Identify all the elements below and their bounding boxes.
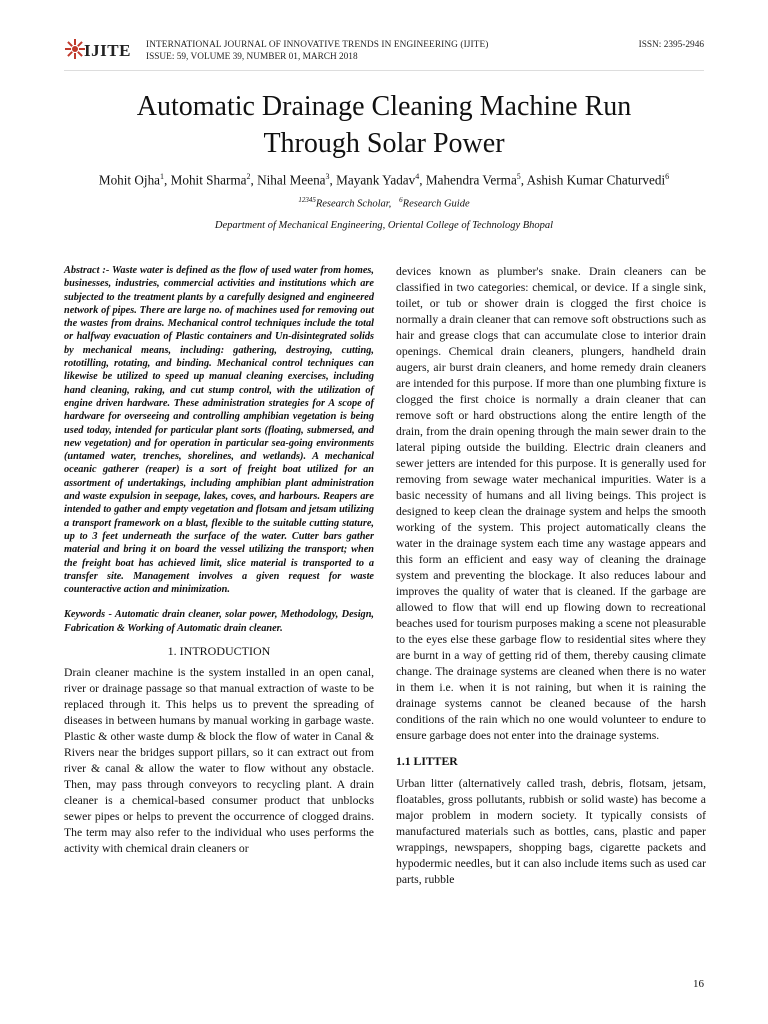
department: Department of Mechanical Engineering, Oriental College of Technology Bhopal bbox=[214, 220, 554, 231]
left-column bbox=[64, 264, 374, 857]
logo-burst-icon bbox=[64, 38, 86, 60]
author-name: Mohit Ojha bbox=[98, 172, 161, 188]
affil-sup-2: 6 bbox=[399, 196, 403, 204]
author-sup: 1 bbox=[160, 172, 165, 181]
author-name: Nihal Meena bbox=[257, 172, 326, 188]
issn: ISSN: 2395-2946 bbox=[638, 40, 704, 50]
affil-sup-1: 12345 bbox=[298, 196, 316, 204]
journal-logo bbox=[64, 38, 144, 68]
logo-text: IJITE bbox=[84, 41, 131, 60]
right-column bbox=[396, 264, 706, 888]
author-name: Mayank Yadav bbox=[336, 172, 416, 188]
page-number: 16 bbox=[693, 978, 704, 990]
affil-role-1: Research Scholar, bbox=[315, 198, 392, 210]
abstract-lead: Abstract :- bbox=[64, 265, 110, 276]
header-divider bbox=[64, 70, 704, 71]
body-paragraph: devices known as plumber's snake. Drain cleaners can be classified in two categories: chemical, or device. If a single sink, toilet, or tub or shower drain is clogged the first choice is normally a drain cleaner that can remove soft obstructions such as hair and grease clogs that can accumulate close to interior drain openings. Chemical drain cleaners, plungers, handheld drain augers, air burst drain cleaners, and home remedy drain cleaners are intended for this purpose. If more than one plumbing fixture is clogged the first choice is normally a drain cleaner that can remove soft or hard obstructions along the entire length of the drain, from the drain opening through the main sewer drain to the lateral piping outside the building. Electric drain cleaners and sewer jetters are intended for this purpose. It is generally used for removing from sewage water mechanical impurities. Water is a basic necessity of humans and all living beings. This project is designed to keep clean the drainage system and helps the smooth working of the system. This project automatically cleans the water in the drainage system each time any wastage appears and this form an efficient and easy way of cleaning the drainage system and preventing the blockage. It also reduces labour and improves the quality of water that is cleaned. If the garbage are allowed to flow that will end up flowing down to recreational beaches used for tourism purposes making a scene not pleasurable to the eyes else these garbage flow to residential sites where they are burnt in a way of getting rid of them, thereby causing climate change. The drainage systems are cleaned when there is no water in them i.e. when it is not raining, but when it is raining the drainage systems cannot be cleaned because of the harsh conditions of the rain which no one would volunteer to endure to ensure garbage does not enter into the drainage systems. bbox=[396, 265, 706, 742]
author-sup: 2 bbox=[246, 172, 251, 181]
author-name: Ashish Kumar Chaturvedi bbox=[526, 172, 666, 188]
affiliation bbox=[64, 196, 704, 210]
abstract bbox=[64, 264, 374, 596]
author-sup: 3 bbox=[325, 172, 330, 181]
abstract-text: Waste water is defined as the flow of used water from homes, businesses, industries, commercial activities and institutions which are subjected to the treatment plants by a carefully designed and engineered network of pipes. There are large no. of machines used for removing out the wastes from drains. Mechanical control techniques include the total or halfway evacuation of Plastic containers and Un-disintegrated solids by mechanical means, including: gathering, destroying, cutting, rototilling, rotating, and binding. Mechanical control techniques can likewise be utilized to speed up manual cleaning exercises, including hand cleaning, raking, and cut stump control, with the utilization of engine driven hardware. These administration strategies for A scope of hardware for overseeing and controlling amphibian vegetation is being used today, intended for particular plant sorts (floating, submersed, and new vegetation) and for operation in particular sea-going environments (untamed water, trenches, shorelines, and wetlands). A mechanical oceanic gatherer (reaper) is a sort of freight boat utilized for an assortment of undertakings, including amphibian plant administration and waste expulsion in seepage, lakes, coves, and harbours. Reapers are intended to gather and empty vegetation and flotsam and jetsam utilizing a transport framework on a blast, flexible to the suitable cutting stature, up to 3 feet underneath the surface of the water. Cutter bars gather material and bring it on board the vessel utilizing the transport; when the freight boat has achieved limit, slice material is transported to a transfer site. Management involves a given request for waste counteractive action and minimization. bbox=[64, 265, 374, 596]
author-sup: 6 bbox=[665, 172, 670, 181]
issue-line: ISSUE: 59, VOLUME 39, NUMBER 01, MARCH 2018 bbox=[146, 52, 358, 62]
author-name: Mohit Sharma bbox=[170, 172, 247, 188]
paper-title bbox=[64, 88, 704, 162]
intro-paragraph: Drain cleaner machine is the system installed in an open canal, river or drainage passage so that manual extraction of waste to be replaced through it. This helps us to prevent the spreading of diseases in between humans by manual working in garbage waste. Plastic & other waste dump & block the flow of water in Canal & Rivers near the bridges support pillars, so it can extract out from river & canal & allow the water to flow without any obstacle. Then, may pass through conveyors to recycling plant. A drain cleaner is a chemical-based consumer product that unblocks sewer pipes or helps to prevent the occurrence of clogged drains. The term may also refer to the individual who uses performs the activity with chemical drain cleaners or bbox=[64, 666, 374, 856]
section-heading-introduction: 1. INTRODUCTION bbox=[167, 644, 271, 659]
title-line-2: Through Solar Power bbox=[263, 128, 505, 159]
author-name: Mahendra Verma bbox=[425, 172, 517, 188]
title-line-1: Automatic Drainage Cleaning Machine Run bbox=[136, 91, 632, 122]
section-heading-litter: 1.1 LITTER bbox=[396, 755, 458, 768]
author-sup: 4 bbox=[415, 172, 420, 181]
author-sup: 5 bbox=[516, 172, 521, 181]
affil-role-2: Research Guide bbox=[402, 198, 470, 210]
author-list: Mohit Ojha$^1$, Mohit Sharma$^2$, Nihal Meena$^3$, Mayank Yadav$^4$, Mahendra Verma$^5$, Ashish Kumar Chaturvedi$^6$ bbox=[98, 172, 670, 188]
journal-name: INTERNATIONAL JOURNAL OF INNOVATIVE TRENDS IN ENGINEERING (IJITE) bbox=[146, 40, 489, 50]
keywords: Keywords - Automatic drain cleaner, solar power, Methodology, Design, Fabrication & Working of Automatic drain cleaner. bbox=[64, 609, 374, 634]
litter-paragraph: Urban litter (alternatively called trash, debris, flotsam, jetsam, floatables, gross pollutants, rubbish or solid waste) has become a major problem in modern society. It typically consists of manufactured materials such as bottles, cans, plastic and paper wrappings, newspapers, shopping bags, cigarette packets and hypodermic needles, but it can also include items such as used car parts, rubble bbox=[396, 777, 706, 886]
journal-header bbox=[64, 36, 704, 72]
